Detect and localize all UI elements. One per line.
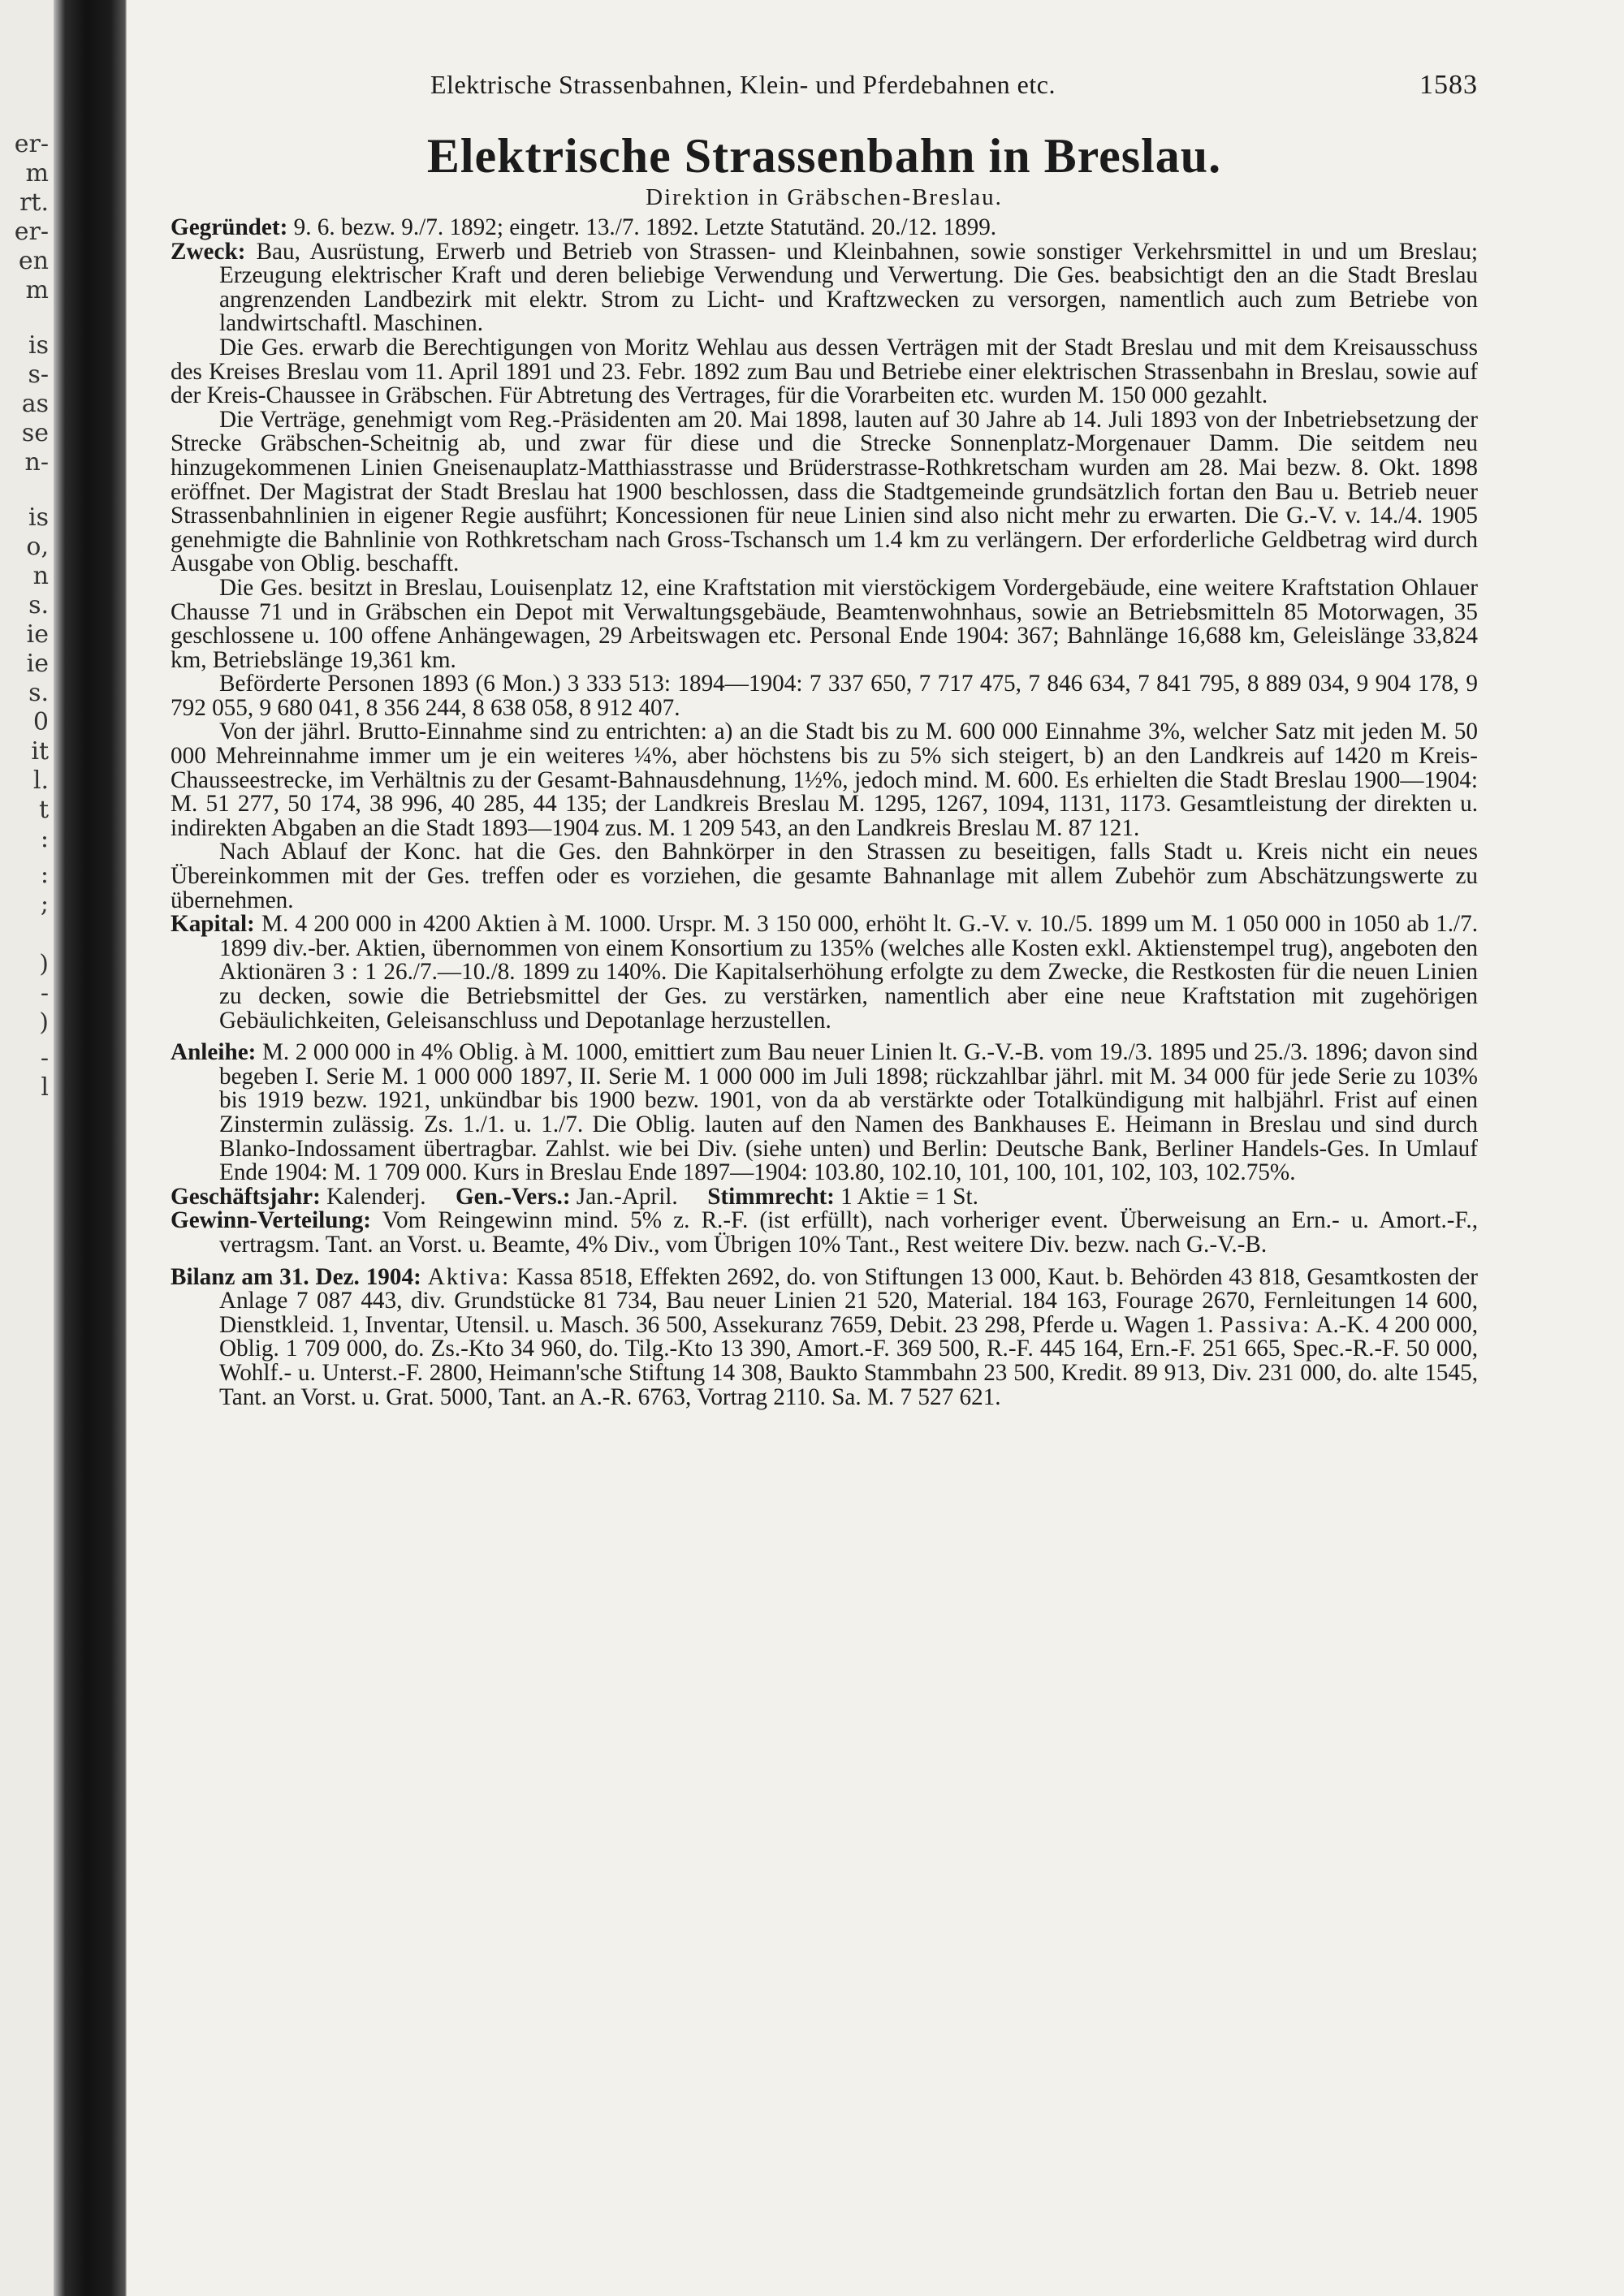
section-gegruendet: [171, 216, 1478, 240]
label-stimmrecht: Stimmrecht:: [707, 1183, 835, 1210]
paragraph-berechtigungen: Die Ges. erwarb die Berechtigungen von Moritz Wehlau aus dessen Verträgen mit der Stadt Breslau und mit dem Kreisausschuss des Kreises Breslau vom 11. April 1891 und 23. Febr. 1892 zum Bau und Betriebe einer elektrischen Strassenbahn in Breslau, sowie auf der Kreis-Chaussee in Gräbschen. Für Abtretung des Vertrages, für die Vorarbeiten etc. wurden M. 150 000 gezahlt.: [171, 334, 1478, 409]
company-subtitle: Direktion in Gräbschen-Breslau.: [646, 184, 1003, 210]
section-kapital: [171, 913, 1478, 1033]
label-anleihe: Anleihe:: [171, 1039, 257, 1066]
label-geschaeftsjahr: Geschäftsjahr:: [171, 1183, 321, 1210]
text-passiva: A.-K. 4 200 000, Oblig. 1 709 000, do. Zs.-Kto 34 960, do. Tilg.-Kto 13 390, Amort.-F. 369 500, R.-F. 445 164, Ern.-F. 251 665, Spec.-R.-F. 50 000, Wohlf.- u. Unterst.-F. 2800, Heimann'sche Stiftung 14 308, Baukto Stammbahn 23 500, Kredit. 89 913, Div. 231 000, do. alte 1545, Tant. an Vorst. u. Grat. 5000, Tant. an A.-R. 6763, Vortrag 2110. Sa. M. 7 527 621.: [219, 1311, 1478, 1410]
margin-fragment: rt.: [19, 188, 49, 217]
label-gewinn-verteilung: Gewinn-Verteilung:: [171, 1207, 372, 1234]
section-geschaeftsjahr: [171, 1185, 1478, 1210]
section-zweck: [171, 240, 1478, 336]
margin-fragment: it: [31, 737, 49, 766]
paragraph-besitz: Die Ges. besitzt in Breslau, Louisenplatz 12, eine Kraftstation mit vierstöckigem Vordergebäude, eine weitere Kraftstation Ohlauer Chausse 71 und in Gräbschen ein Depot mit Verwaltungsgebäude, Beamtenwohnhaus, sowie an Betriebsmitteln 85 Motorwagen, 35 geschlossene u. 100 offene Anhängewagen, 29 Arbeitswagen etc. Personal Ende 1904: 367; Bahnlänge 16,688 km, Geleislänge 33,824 km, Betriebslänge 19,361 km.: [171, 574, 1478, 673]
label-gen-vers: Gen.-Vers.:: [455, 1183, 571, 1210]
margin-fragment: l: [41, 1073, 49, 1102]
text-kapital: M. 4 200 000 in 4200 Aktien à M. 1000. Urspr. M. 3 150 000, erhöht lt. G.-V. v. 10./5. 1899 um M. 1 050 000 in 1050 ab 1./7. 1899 div.-ber. Aktien, übernommen von einem Konsortium zu 135% (welches alle Kosten exkl. Aktienstempel trug), angeboten den Aktionären 3 : 1 26./7.—10./8. 1899 zu 140%. Die Kapitalserhöhung erfolgte zu dem Zwecke, die Restkosten für die neuen Linien zu decken, sowie die Betriebsmittel der Ges. zu verstärken, namentlich aber eine neue Kraftstation mit zugehörigen Gebäulichkeiten, Geleisanschluss und Depotanlage herzustellen.: [219, 911, 1479, 1034]
margin-fragment: t: [38, 796, 49, 824]
margin-fragment: s-: [28, 360, 49, 389]
margin-fragment: -: [40, 1044, 49, 1072]
margin-fragment: is: [28, 331, 49, 360]
margin-fragment: s.: [28, 591, 49, 619]
text-zweck: Bau, Ausrüstung, Erwerb und Betrieb von Strassen- und Kleinbahnen, sowie sonstiger Verkehrsmittel in und um Breslau; Erzeugung elektrischer Kraft und deren beliebige Verwendung und Verwertung. Die Ges. beabsichtigt den an die Stadt Breslau angrenzenden Landbezirk mit elektr. Strom zu Licht- und Kraftzwecken zu versorgen, namentlich auch zum Betriebe von landwirtschaftl. Maschinen.: [219, 238, 1479, 337]
margin-fragment: s.: [28, 679, 49, 707]
margin-fragment: 0: [32, 708, 49, 736]
margin-fragment: :: [40, 825, 49, 853]
margin-fragment: as: [21, 390, 49, 418]
margin-fragment: n: [32, 562, 49, 590]
running-header: [171, 70, 1478, 110]
label-aktiva: Aktiva:: [427, 1263, 511, 1290]
text-gewinn-verteilung: Vom Reingewinn mind. 5% z. R.-F. (ist erfüllt), nach vorheriger event. Überweisung an Ern.- u. Amort.-F., vertragsm. Tant. an Vorst. u. Beamte, 4% Div., vom Übrigen 10% Tant., Rest weitere Div. bezw. nach G.-V.-B.: [219, 1207, 1478, 1258]
page-number: 1583: [1419, 70, 1478, 100]
margin-fragment: ;: [40, 890, 49, 918]
margin-fragment: se: [21, 419, 49, 447]
label-kapital: Kapital:: [171, 911, 255, 938]
label-passiva: Passiva:: [1220, 1311, 1311, 1338]
text-aktiva: Kassa 8518, Effekten 2692, do. von Stiftungen 13 000, Kaut. b. Behörden 43 818, Gesamtkosten der Anlage 7 087 443, div. Grundstücke 81 734, Bau neuer Linien 21 520, Material. 184 163, Fourage 2670, Fernleitungen 14 600, Dienstkleid. 1, Inventar, Utensil. u. Masch. 36 500, Assekuranz 7659, Debit. 23 298, Pferde u. Wagen 1.: [219, 1263, 1479, 1338]
margin-fragment: o,: [26, 533, 49, 561]
paragraph-vertraege: Die Verträge, genehmigt vom Reg.-Präsidenten am 20. Mai 1898, lauten auf 30 Jahre ab 14. Juli 1893 von der Inbetriebsetzung der Strecke Gräbschen-Scheitnig ab, und zwar für diese und die Strecke Sonnenplatz-Morgenauer Damm. Die seitdem neu hinzugekommenen Linien Gneisenauplatz-Matthiasstrasse und Brüderstrasse-Rothkretscham wurden am 28. Mai bezw. 8. Okt. 1898 eröffnet. Der Magistrat der Stadt Breslau hat 1900 beschlossen, dass die Stadtgemeinde grundsätzlich fortan den Bau u. Betrieb neuer Strassenbahnlinien in eigener Regie ausführt; Koncessionen für neue Linien sind also nicht mehr zu erwarten. Die G.-V. v. 14./4. 1905 genehmigte die Bahnlinie von Rothkretscham nach Gross-Tschansch um 1.4 km zu verlängern. Der erforderliche Geldbetrag wird durch Ausgabe von Oblig. beschafft.: [171, 406, 1478, 577]
margin-fragment: er-: [14, 130, 49, 158]
document-page: [171, 70, 1479, 1410]
text-gegruendet: 9. 6. bezw. 9./7. 1892; eingetr. 13./7. 1892. Letzte Statutänd. 20./12. 1899.: [293, 214, 997, 240]
margin-fragment: l.: [32, 766, 49, 795]
text-anleihe: M. 2 000 000 in 4% Oblig. à M. 1000, emittiert zum Bau neuer Linien lt. G.-V.-B. vom 19./3. 1895 und 25./3. 1896; davon sind begeben I. Serie M. 1 000 000 1897, II. Serie M. 1 000 000 im Juli 1898; rückzahlbar jährl. mit M. 34 000 für jede Serie zu 103% bis 1919 bezw. 1921, unkündbar bis 1900 bezw. 1901, von da ab verstärkte oder Totalkündigung mit halbjährl. Frist auf einen Zinstermin zulässig. Zs. 1./1. u. 1./7. Die Oblig. lauten auf den Namen des Bankhauses E. Heimann in Breslau und sind durch Blanko-Indossament übertragbar. Zahlst. wie bei Div. (siehe unten) und Berlin: Deutsche Bank, Berliner Handels-Ges. In Umlauf Ende 1904: M. 1 709 000. Kurs in Breslau Ende 1897—1904: 103.80, 102.10, 101, 100, 101, 102, 103, 102.75%.: [219, 1039, 1479, 1186]
margin-fragment: er-: [14, 218, 49, 246]
margin-fragment: -: [40, 979, 49, 1008]
running-title: Elektrische Strassenbahnen, Klein- und Pferdebahnen etc.: [430, 70, 1056, 99]
section-bilanz: [171, 1263, 1479, 1410]
section-gewinn-verteilung: [171, 1209, 1478, 1257]
label-bilanz: Bilanz am 31. Dez. 1904:: [171, 1263, 421, 1290]
adjacent-page-margin: [0, 0, 57, 2296]
margin-fragment: en: [18, 247, 49, 275]
text-stimmrecht: 1 Aktie = 1 St.: [840, 1183, 978, 1210]
margin-fragment: ie: [26, 650, 49, 678]
margin-fragment: ie: [26, 620, 49, 649]
margin-fragment: n-: [24, 448, 49, 477]
margin-fragment: m: [25, 159, 49, 188]
margin-fragment: m: [25, 276, 49, 304]
company-title: Elektrische Strassenbahn in Breslau.: [426, 129, 1222, 183]
margin-fragment: :: [40, 861, 49, 889]
text-gen-vers: Jan.-April.: [576, 1183, 678, 1210]
text-geschaeftsjahr: Kalenderj.: [326, 1183, 426, 1210]
paragraph-befoerdert: Beförderte Personen 1893 (6 Mon.) 3 333 513: 1894—1904: 7 337 650, 7 717 475, 7 846 634, 7 841 795, 8 889 034, 9 904 178, 9 792 055, 9 680 041, 8 356 244, 8 638 058, 8 912 407.: [171, 671, 1478, 721]
section-anleihe: [171, 1041, 1478, 1185]
paragraph-ablauf: Nach Ablauf der Konc. hat die Ges. den Bahnkörper in den Strassen zu beseitigen, falls Stadt u. Kreis nicht ein neues Übereinkommen mit der Ges. treffen oder es vorziehen, die gesamte Bahnanlage mit allem Zubehör zum Abschätzungswerte zu übernehmen.: [171, 839, 1478, 913]
margin-fragment: ): [39, 950, 49, 978]
book-gutter: [54, 0, 127, 2296]
paragraph-abgaben: Von der jährl. Brutto-Einnahme sind zu entrichten: a) an die Stadt bis zu M. 600 000 Einnahme 3%, welcher Satz mit jeden M. 50 000 Mehreinnahme immer um je ein weiteres ¼%, aber höchstens bis zu 5% sich steigert, b) an den Landkreis auf 1420 m Kreis-Chausseestrecke, im Verhältnis zu der Gesamt-Bahnausdehnung, 1½%, jedoch mind. M. 600. Es erhielten die Stadt Breslau 1900—1904: M. 51 277, 50 174, 38 996, 40 285, 44 135; der Landkreis Breslau M. 1295, 1267, 1094, 1131, 1173. Gesamtleistung der direkten u. indirekten Abgaben an die Stadt 1893—1904 zus. M. 1 209 543, an den Landkreis Breslau M. 87 121.: [171, 719, 1478, 841]
label-gegruendet: Gegründet:: [171, 214, 288, 240]
margin-fragment: ): [39, 1008, 49, 1037]
label-zweck: Zweck:: [171, 238, 246, 265]
margin-fragment: is: [28, 503, 49, 532]
